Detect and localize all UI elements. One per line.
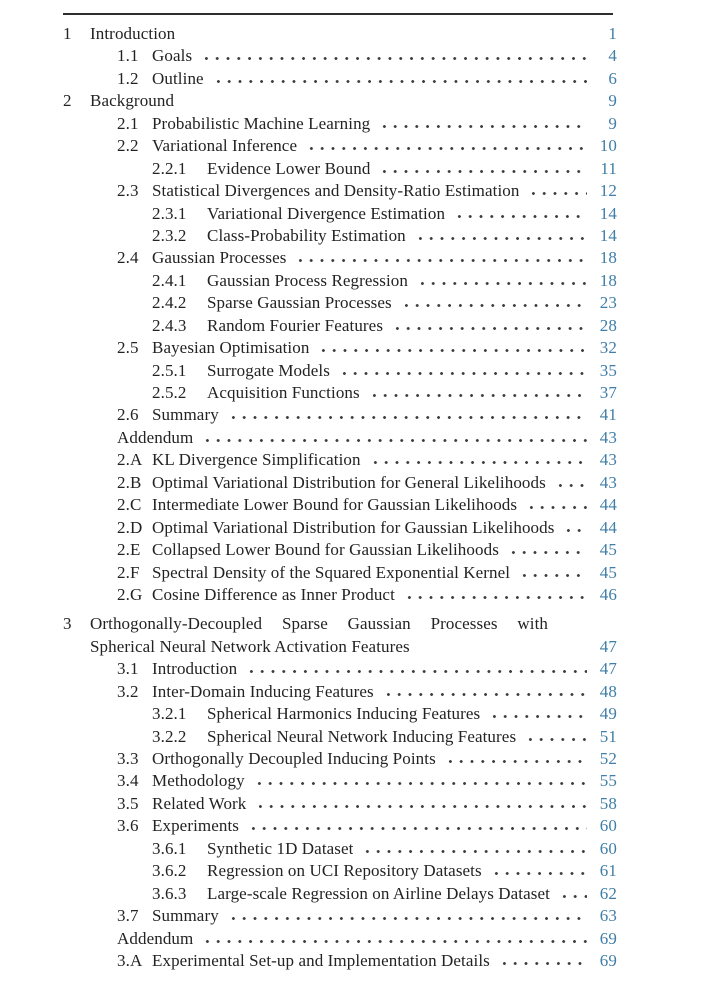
toc-entry	[63, 562, 617, 584]
leader-dots	[368, 460, 587, 465]
leader-dots	[377, 124, 587, 129]
entry-number: 3.6.2	[152, 861, 187, 881]
page-number-link[interactable]: 35	[599, 360, 617, 380]
entry-number: 2.2	[117, 136, 139, 156]
entry-number: 2.C	[117, 495, 142, 515]
toc-entry	[63, 404, 617, 426]
toc-entry	[63, 928, 617, 950]
toc-entry	[63, 539, 617, 561]
header-rule	[63, 13, 613, 15]
entry-number: 3.1	[117, 659, 139, 679]
entry-number: 1.2	[117, 68, 139, 88]
leader-dots	[415, 281, 587, 286]
page-number-link[interactable]: 69	[599, 950, 617, 970]
toc-entry	[63, 382, 617, 404]
entry-title: Intermediate Lower Bound for Gaussian Likelihoods	[152, 495, 518, 515]
entry-title: Outline	[152, 68, 204, 88]
entry-number: 2.F	[117, 562, 140, 582]
toc-entry	[63, 360, 617, 382]
page-number-link[interactable]: 32	[599, 338, 617, 358]
entry-number: 3.3	[117, 749, 139, 768]
entry-number: 2.4	[117, 248, 139, 268]
chapter-title-block	[90, 613, 617, 658]
toc-entry	[63, 449, 617, 471]
entry-title: Orthogonally-Decoupled Sparse Gaussian Processes with	[90, 614, 548, 634]
page-number-link[interactable]: 43	[599, 472, 617, 492]
toc-entry	[63, 658, 617, 680]
entry-title: Random Fourier Features	[207, 315, 384, 335]
leader-dots	[497, 961, 587, 966]
leader-dots	[402, 595, 587, 600]
entry-title: Addendum	[117, 427, 194, 447]
leader-dots	[367, 393, 587, 398]
entry-title: Gaussian Process Regression	[207, 270, 409, 290]
toc-entry	[63, 748, 617, 770]
toc-entry	[63, 726, 617, 748]
entry-title: Orthogonally Decoupled Inducing Points	[152, 749, 436, 768]
entry-title: Inter-Domain Inducing Features	[152, 681, 374, 701]
toc-entry	[63, 315, 617, 337]
entry-title: Optimal Variational Distribution for General Likelihoods	[152, 472, 546, 492]
leader-dots	[413, 236, 587, 241]
page-number-link[interactable]: 46	[599, 584, 617, 604]
page-number-link[interactable]: 60	[599, 816, 617, 836]
entry-title: Sparse Gaussian Processes	[207, 293, 392, 313]
page-number-link[interactable]: 58	[599, 793, 617, 813]
toc-entry	[63, 770, 617, 792]
entry-number: 2.6	[117, 405, 139, 425]
page-number-link[interactable]: 47	[599, 659, 617, 679]
entry-title: Background	[90, 91, 175, 111]
entry-number: 3.6	[117, 816, 139, 836]
entry-number: 2.G	[117, 584, 143, 604]
leader-dots	[226, 916, 587, 921]
page-number-link[interactable]: 69	[599, 928, 617, 948]
leader-dots	[226, 415, 587, 420]
entry-number: 3.6.1	[152, 838, 187, 858]
page-number-link[interactable]: 49	[599, 704, 617, 724]
entry-number: 2.3.1	[152, 203, 187, 223]
entry-number: 1	[63, 24, 72, 43]
toc-entry	[63, 203, 617, 225]
entry-number: 2.4.1	[152, 270, 187, 290]
entry-number: 2.B	[117, 472, 142, 492]
entry-title: Large-scale Regression on Airline Delays Dataset	[207, 883, 550, 903]
leader-dots	[526, 191, 587, 196]
entry-number: 2.1	[117, 113, 139, 133]
entry-number: 2.3.2	[152, 225, 187, 245]
toc-entry	[63, 135, 617, 157]
page-number-link[interactable]: 63	[599, 906, 617, 926]
page-number-link[interactable]: 48	[599, 681, 617, 701]
entry-number: 3	[63, 614, 72, 634]
toc-entry	[63, 613, 617, 658]
leader-dots	[246, 826, 587, 831]
leader-dots	[443, 759, 587, 764]
toc-entry	[63, 247, 617, 269]
entry-number: 2.2.1	[152, 158, 187, 178]
toc-entry	[63, 270, 617, 292]
leader-dots	[452, 214, 587, 219]
toc-entry	[63, 883, 617, 905]
leader-dots	[316, 348, 587, 353]
entry-number: 2.E	[117, 540, 141, 560]
toc-entry	[63, 292, 617, 314]
entry-number: 2.A	[117, 450, 143, 470]
leader-dots	[377, 169, 587, 174]
leader-dots	[523, 737, 587, 742]
entry-title: Synthetic 1D Dataset	[207, 838, 354, 858]
page-number-link[interactable]: 41	[599, 405, 617, 425]
entry-number: 3.2	[117, 681, 139, 701]
entry-number: 2	[63, 91, 72, 111]
entry-title: Spectral Density of the Squared Exponential Kernel	[152, 562, 511, 582]
toc-entry	[63, 838, 617, 860]
page-number-link[interactable]: 47	[599, 636, 617, 656]
leader-dots	[200, 438, 587, 443]
entry-title-line2	[90, 636, 617, 658]
entry-number: 3.4	[117, 771, 139, 791]
entry-title-continued: Spherical Neural Network Activation Features	[90, 636, 410, 656]
entry-number: 2.D	[117, 517, 143, 537]
leader-dots	[360, 849, 587, 854]
page-number-link[interactable]: 44	[599, 517, 617, 537]
leader-dots	[553, 483, 587, 488]
page-number-link[interactable]: 62	[599, 883, 617, 903]
page-number-link[interactable]: 43	[599, 450, 617, 470]
page-number-link[interactable]: 12	[599, 181, 617, 201]
entry-title: Experimental Set-up and Implementation Details	[152, 950, 490, 970]
toc-entry	[63, 584, 617, 606]
entry-number: 2.4.2	[152, 293, 187, 313]
leader-dots	[561, 528, 587, 533]
entry-number: 3.7	[117, 906, 139, 926]
page-number-link[interactable]: 51	[599, 726, 617, 746]
entry-title: Summary	[152, 906, 219, 926]
leader-dots	[337, 371, 587, 376]
leader-dots	[244, 669, 587, 674]
page-number-link[interactable]: 60	[599, 838, 617, 858]
page-number-link[interactable]: 9	[608, 113, 617, 133]
toc-entry	[63, 180, 617, 202]
entry-title: Spherical Neural Network Inducing Features	[207, 726, 517, 746]
entry-title: Variational Divergence Estimation	[207, 203, 446, 223]
page-number-link[interactable]: 28	[599, 315, 617, 335]
entry-number: 3.2.2	[152, 726, 187, 746]
toc-entry	[63, 681, 617, 703]
entry-title: Variational Inference	[152, 136, 298, 156]
leader-dots	[199, 56, 587, 61]
leader-dots	[211, 79, 587, 84]
entry-title: Experiments	[152, 816, 240, 836]
entry-number: 2.3	[117, 181, 139, 201]
entry-number: 3.2.1	[152, 704, 187, 724]
entry-title: Collapsed Lower Bound for Gaussian Likelihoods	[152, 540, 499, 560]
toc-entry	[63, 815, 617, 837]
toc-entry	[63, 158, 617, 180]
page-number-link[interactable]: 45	[599, 540, 617, 560]
entry-title: Evidence Lower Bound	[207, 158, 371, 178]
toc-entry	[63, 517, 617, 539]
leader-dots	[390, 326, 587, 331]
entry-title: Introduction	[90, 24, 176, 43]
entry-title: Summary	[152, 405, 219, 425]
leader-dots	[381, 692, 587, 697]
toc-entry	[63, 68, 617, 90]
page-number-link[interactable]: 18	[599, 248, 617, 268]
leader-dots	[489, 871, 587, 876]
toc-entry	[63, 793, 617, 815]
page-number-link[interactable]: 11	[600, 158, 617, 178]
leader-dots	[252, 781, 587, 786]
toc-entry	[63, 113, 617, 135]
entry-number: 3.6.3	[152, 883, 187, 903]
entry-title: Bayesian Optimisation	[152, 338, 310, 358]
toc-entry	[63, 905, 617, 927]
leader-dots	[253, 804, 587, 809]
entry-title: Optimal Variational Distribution for Gaussian Likelihoods	[152, 517, 555, 537]
page-number-link[interactable]: 61	[599, 861, 617, 881]
page-number-link[interactable]: 45	[599, 562, 617, 582]
leader-dots	[506, 550, 587, 555]
entry-number: 2.5.1	[152, 360, 187, 380]
page-number-link[interactable]: 1	[608, 24, 617, 43]
entry-number: 3.A	[117, 950, 143, 970]
toc-entry	[63, 472, 617, 494]
entry-title: Probabilistic Machine Learning	[152, 113, 371, 133]
toc-entry	[63, 90, 617, 112]
entry-title: Regression on UCI Repository Datasets	[207, 861, 482, 881]
toc-entry	[63, 427, 617, 449]
entry-title: Statistical Divergences and Density-Ratio Estimation	[152, 181, 520, 201]
page-number-link[interactable]: 37	[599, 383, 617, 402]
entry-number: 1.1	[117, 46, 139, 66]
entry-title: Methodology	[152, 771, 245, 791]
page-number-link[interactable]: 43	[599, 427, 617, 447]
page-number-link[interactable]: 6	[608, 68, 617, 88]
toc-entry	[63, 337, 617, 359]
entry-title: Addendum	[117, 928, 194, 948]
entry-number: 2.5	[117, 338, 139, 358]
leader-dots	[557, 894, 587, 899]
leader-dots	[304, 146, 587, 151]
entry-title: Spherical Harmonics Inducing Features	[207, 704, 481, 724]
leader-dots	[487, 714, 587, 719]
toc-entry	[63, 950, 617, 972]
toc-entry	[63, 703, 617, 725]
entry-title: Surrogate Models	[207, 360, 330, 380]
page-number-link[interactable]: 44	[599, 495, 617, 515]
page-number-link[interactable]: 14	[599, 225, 617, 245]
toc-entry	[63, 860, 617, 882]
toc-entry	[63, 225, 617, 247]
leader-dots	[524, 505, 587, 510]
toc-entry	[63, 23, 617, 45]
leader-dots	[517, 573, 587, 578]
entry-title: KL Divergence Simplification	[152, 450, 361, 470]
leader-dots	[200, 939, 587, 944]
leader-dots	[399, 303, 587, 308]
entry-title: Class-Probability Estimation	[207, 225, 406, 245]
entry-title: Goals	[152, 46, 193, 66]
entry-title: Related Work	[152, 793, 247, 813]
entry-title: Introduction	[152, 659, 238, 679]
entry-title: Acquisition Functions	[207, 383, 360, 402]
toc-entry	[63, 45, 617, 67]
page-number-link[interactable]: 9	[608, 91, 617, 111]
leader-dots	[293, 258, 587, 263]
entry-number: 3.5	[117, 793, 139, 813]
page-number-link[interactable]: 10	[599, 136, 617, 156]
entry-number: 2.5.2	[152, 383, 187, 402]
page-number-link[interactable]: 18	[599, 270, 617, 290]
entry-title: Cosine Difference as Inner Product	[152, 584, 395, 604]
page-number-link[interactable]: 55	[599, 771, 617, 791]
page-number-link[interactable]: 52	[599, 749, 617, 768]
entry-title: Gaussian Processes	[152, 248, 287, 268]
page-number-link[interactable]: 4	[608, 46, 617, 66]
page-number-link[interactable]: 23	[599, 293, 617, 313]
table-of-contents	[63, 23, 617, 972]
entry-number: 2.4.3	[152, 315, 187, 335]
toc-entry	[63, 494, 617, 516]
page-number-link[interactable]: 14	[599, 203, 617, 223]
